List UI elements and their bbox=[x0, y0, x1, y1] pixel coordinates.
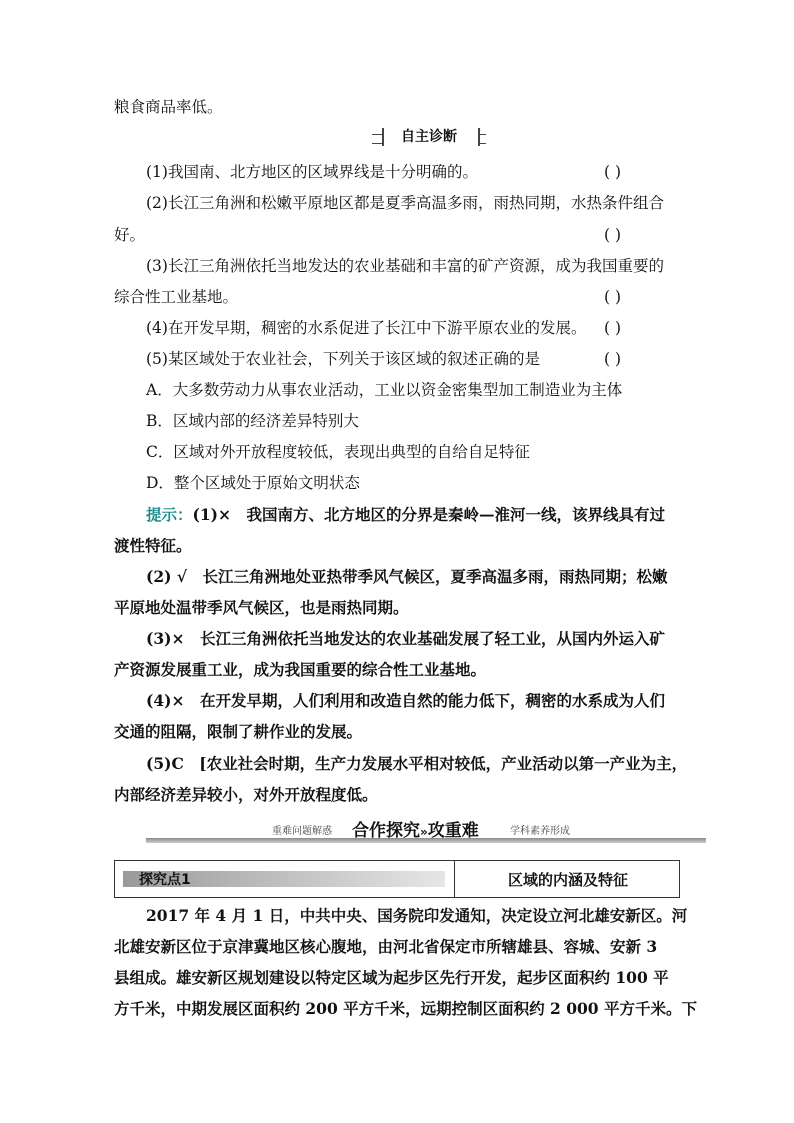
section-badge: 自主诊断 bbox=[401, 129, 457, 145]
banner-main-title bbox=[352, 816, 479, 841]
question-2-line-1: (2)长江三角洲和松嫩平原地区都是夏季高温多雨，雨热同期，水热条件组合 bbox=[146, 194, 664, 212]
hint-2-line-1: (2) √ 长江三角洲地处亚热带季风气候区，夏季高温多雨，雨热同期；松嫩 bbox=[146, 567, 668, 586]
hint-4-line-1: (4)× 在开发早期，人们利用和改造自然的能力低下，稠密的水系成为人们 bbox=[146, 691, 665, 710]
hint-3-line-1: (3)× 长江三角洲依托当地发达的农业基础发展了轻工业，从国内外运入矿 bbox=[146, 629, 665, 648]
hint-1-line-1 bbox=[146, 505, 665, 525]
question-5: (5)某区域处于农业社会，下列关于该区域的叙述正确的是 bbox=[146, 350, 540, 368]
option-b: B．区域内部的经济差异特别大 bbox=[146, 412, 359, 430]
question-4: (4)在开发早期，稠密的水系促进了长江中下游平原农业的发展。 bbox=[146, 319, 587, 337]
answer-blank-2: ( ) bbox=[604, 226, 622, 244]
question-1: (1)我国南、北方地区的区域界线是十分明确的。 bbox=[146, 163, 478, 181]
passage-line-4: 方千米，中期发展区面积约 200 平方千米，远期控制区面积约 2 000 平方千米。下 bbox=[114, 999, 697, 1018]
banner-left-text: 重难问题解惑 bbox=[272, 826, 332, 837]
hint-1-line-2: 渡性特征。 bbox=[114, 536, 192, 555]
hint-label: 提示： bbox=[146, 505, 193, 524]
banner-main-text-2: 攻重难 bbox=[427, 821, 479, 841]
question-3-line-2: 综合性工业基地。 bbox=[114, 288, 239, 306]
question-3-line-1: (3)长江三角洲依托当地发达的农业基础和丰富的矿产资源，成为我国重要的 bbox=[146, 257, 664, 275]
hint-1-text: (1)× 我国南方、北方地区的分界是秦岭—淮河一线，该界线具有过 bbox=[192, 505, 665, 524]
explore-header-box bbox=[114, 860, 680, 898]
banner-main-text: 合作探究 bbox=[352, 821, 420, 841]
answer-blank-3: ( ) bbox=[604, 288, 622, 306]
hint-2-line-2: 平原地处温带季风气候区，也是雨热同期。 bbox=[114, 598, 409, 617]
question-2-line-2: 好。 bbox=[114, 226, 146, 244]
answer-blank-4: ( ) bbox=[604, 319, 622, 337]
explore-tag: 探究点1 bbox=[139, 872, 191, 888]
intro-tail-text: 粮食商品率低。 bbox=[114, 98, 223, 116]
banner-arrow-icon: » bbox=[420, 825, 428, 839]
hint-3-line-2: 产资源发展重工业，成为我国重要的综合性工业基地。 bbox=[114, 660, 487, 679]
explore-title: 区域的内涵及特征 bbox=[507, 871, 628, 889]
hint-4-line-2: 交通的阻隔，限制了耕作业的发展。 bbox=[114, 722, 363, 741]
passage-line-1: 2017 年 4 月 1 日，中共中央、国务院印发通知，决定设立河北雄安新区。河 bbox=[146, 906, 688, 925]
option-a: A．大多数劳动力从事农业活动，工业以资金密集型加工制造业为主体 bbox=[146, 381, 623, 399]
option-d: D．整个区域处于原始文明状态 bbox=[146, 474, 360, 492]
answer-blank-5: ( ) bbox=[604, 350, 622, 368]
banner-right-text: 学科素养形成 bbox=[510, 826, 570, 837]
option-c: C．区域对外开放程度较低，表现出典型的自给自足特征 bbox=[146, 443, 530, 461]
hint-5-line-2: 内部经济差异较小，对外开放程度低。 bbox=[114, 785, 378, 804]
answer-blank-1: ( ) bbox=[604, 163, 622, 181]
hint-5-line-1: (5)C [农业社会时期，生产力发展水平相对较低，产业活动以第一产业为主， bbox=[146, 754, 688, 773]
passage-line-3: 县组成。雄安新区规划建设以特定区域为起步区先行开发，起步区面积约 100 平 bbox=[114, 968, 669, 987]
passage-line-2: 北雄安新区位于京津冀地区核心腹地，由河北省保定市所辖雄县、容城、安新 3 bbox=[114, 937, 658, 956]
